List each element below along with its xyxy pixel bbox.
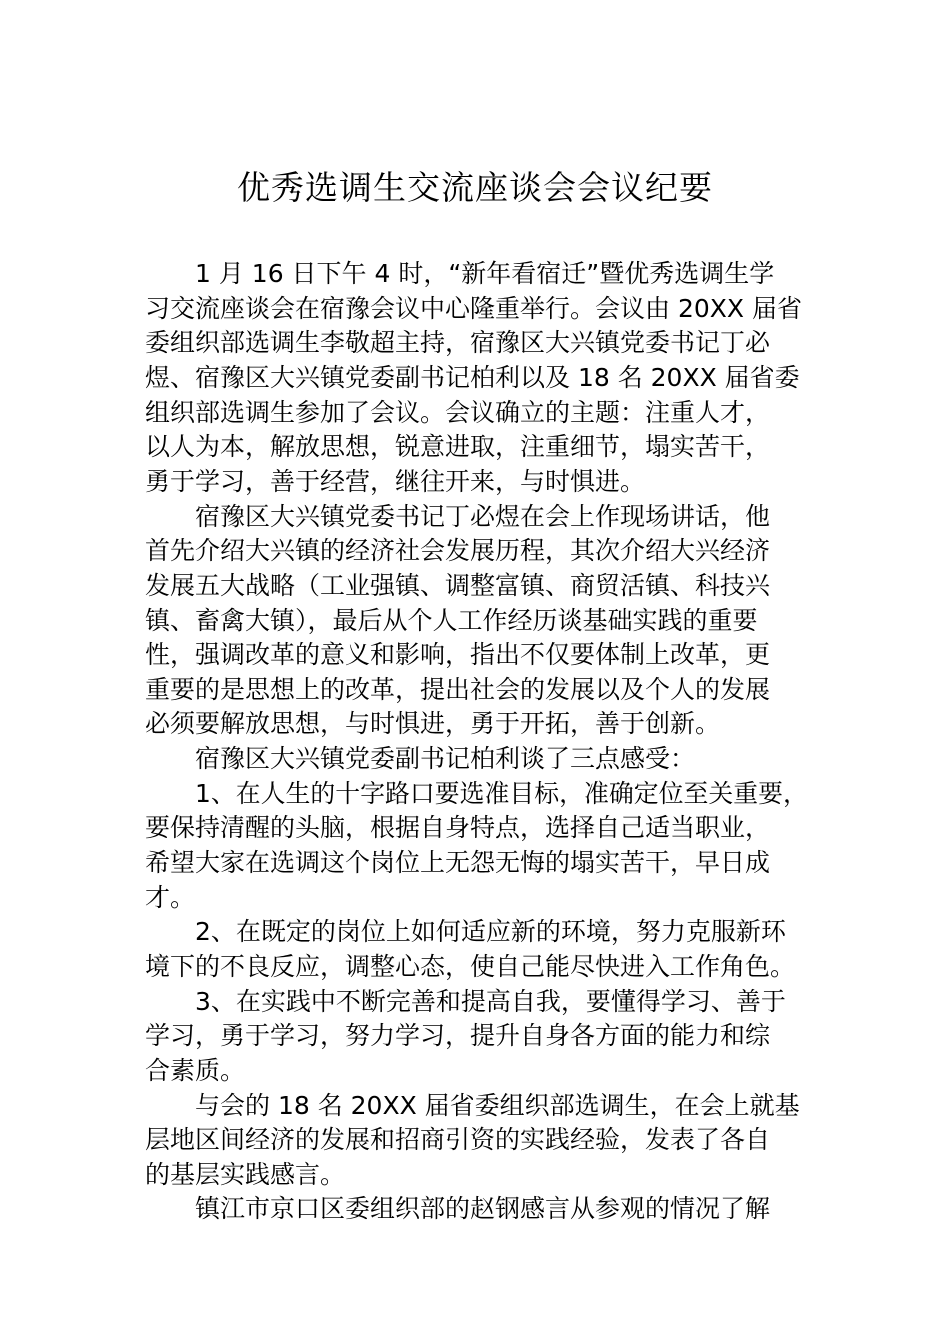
body-line: 发展五大战略（工业强镇、调整富镇、商贸活镇、科技兴 (145, 571, 771, 600)
body-line: 必须要解放思想，与时惧进，勇于开拓，善于创新。 (145, 709, 721, 738)
body-line: 重要的是思想上的改革，提出社会的发展以及个人的发展 (145, 675, 771, 704)
body-line: 镇、畜禽大镇），最后从个人工作经历谈基础实践的重要 (145, 606, 758, 635)
document-title: 优秀选调生交流座谈会会议纪要 (237, 168, 713, 207)
body-line: 首先介绍大兴镇的经济社会发展历程，其次介绍大兴经济 (145, 536, 771, 565)
body-line: 组织部选调生参加了会议。会议确立的主题：注重人才， (145, 398, 771, 427)
body-line: 3、在实践中不断完善和提高自我，要懂得学习、善于 (195, 987, 786, 1016)
body-line: 与会的 18 名 20XX 届省委组织部选调生，在会上就基 (195, 1091, 800, 1120)
body-line: 1、在人生的十字路口要选准目标，准确定位至关重要， (195, 779, 808, 808)
body-line: 1 月 16 日下午 4 时，“新年看宿迁”暨优秀选调生学 (195, 259, 775, 288)
body-line: 学习，勇于学习，努力学习，提升自身各方面的能力和综 (145, 1021, 771, 1050)
body-line: 习交流座谈会在宿豫会议中心隆重举行。会议由 20XX 届省 (145, 294, 802, 323)
body-line: 性，强调改革的意义和影响，指出不仅要体制上改革，更 (145, 640, 771, 669)
body-line: 境下的不良反应，调整心态，使自己能尽快进入工作角色。 (145, 952, 796, 981)
body-line: 要保持清醒的头脑，根据自身特点，选择自己适当职业， (145, 813, 771, 842)
body-line: 镇江市京口区委组织部的赵钢感言从参观的情况了解 (195, 1194, 771, 1223)
body-line: 层地区间经济的发展和招商引资的实践经验，发表了各自 (145, 1125, 771, 1154)
body-line: 勇于学习，善于经营，继往开来，与时惧进。 (145, 467, 646, 496)
body-line: 以人为本，解放思想，锐意进取，注重细节，塌实苦干， (145, 432, 771, 461)
body-line: 委组织部选调生李敬超主持，宿豫区大兴镇党委书记丁必 (145, 328, 771, 357)
body-line: 才。 (145, 883, 196, 912)
body-line: 的基层实践感言。 (145, 1160, 346, 1189)
body-line: 2、在既定的岗位上如何适应新的环境，努力克服新环 (195, 917, 786, 946)
body-line: 煜、宿豫区大兴镇党委副书记柏利以及 18 名 20XX 届省委 (145, 363, 800, 392)
body-line: 希望大家在选调这个岗位上无怨无悔的塌实苦干，早日成 (145, 848, 771, 877)
body-line: 合素质。 (145, 1056, 246, 1085)
body-line: 宿豫区大兴镇党委书记丁必煜在会上作现场讲话，他 (195, 502, 771, 531)
body-line: 宿豫区大兴镇党委副书记柏利谈了三点感受： (195, 744, 696, 773)
